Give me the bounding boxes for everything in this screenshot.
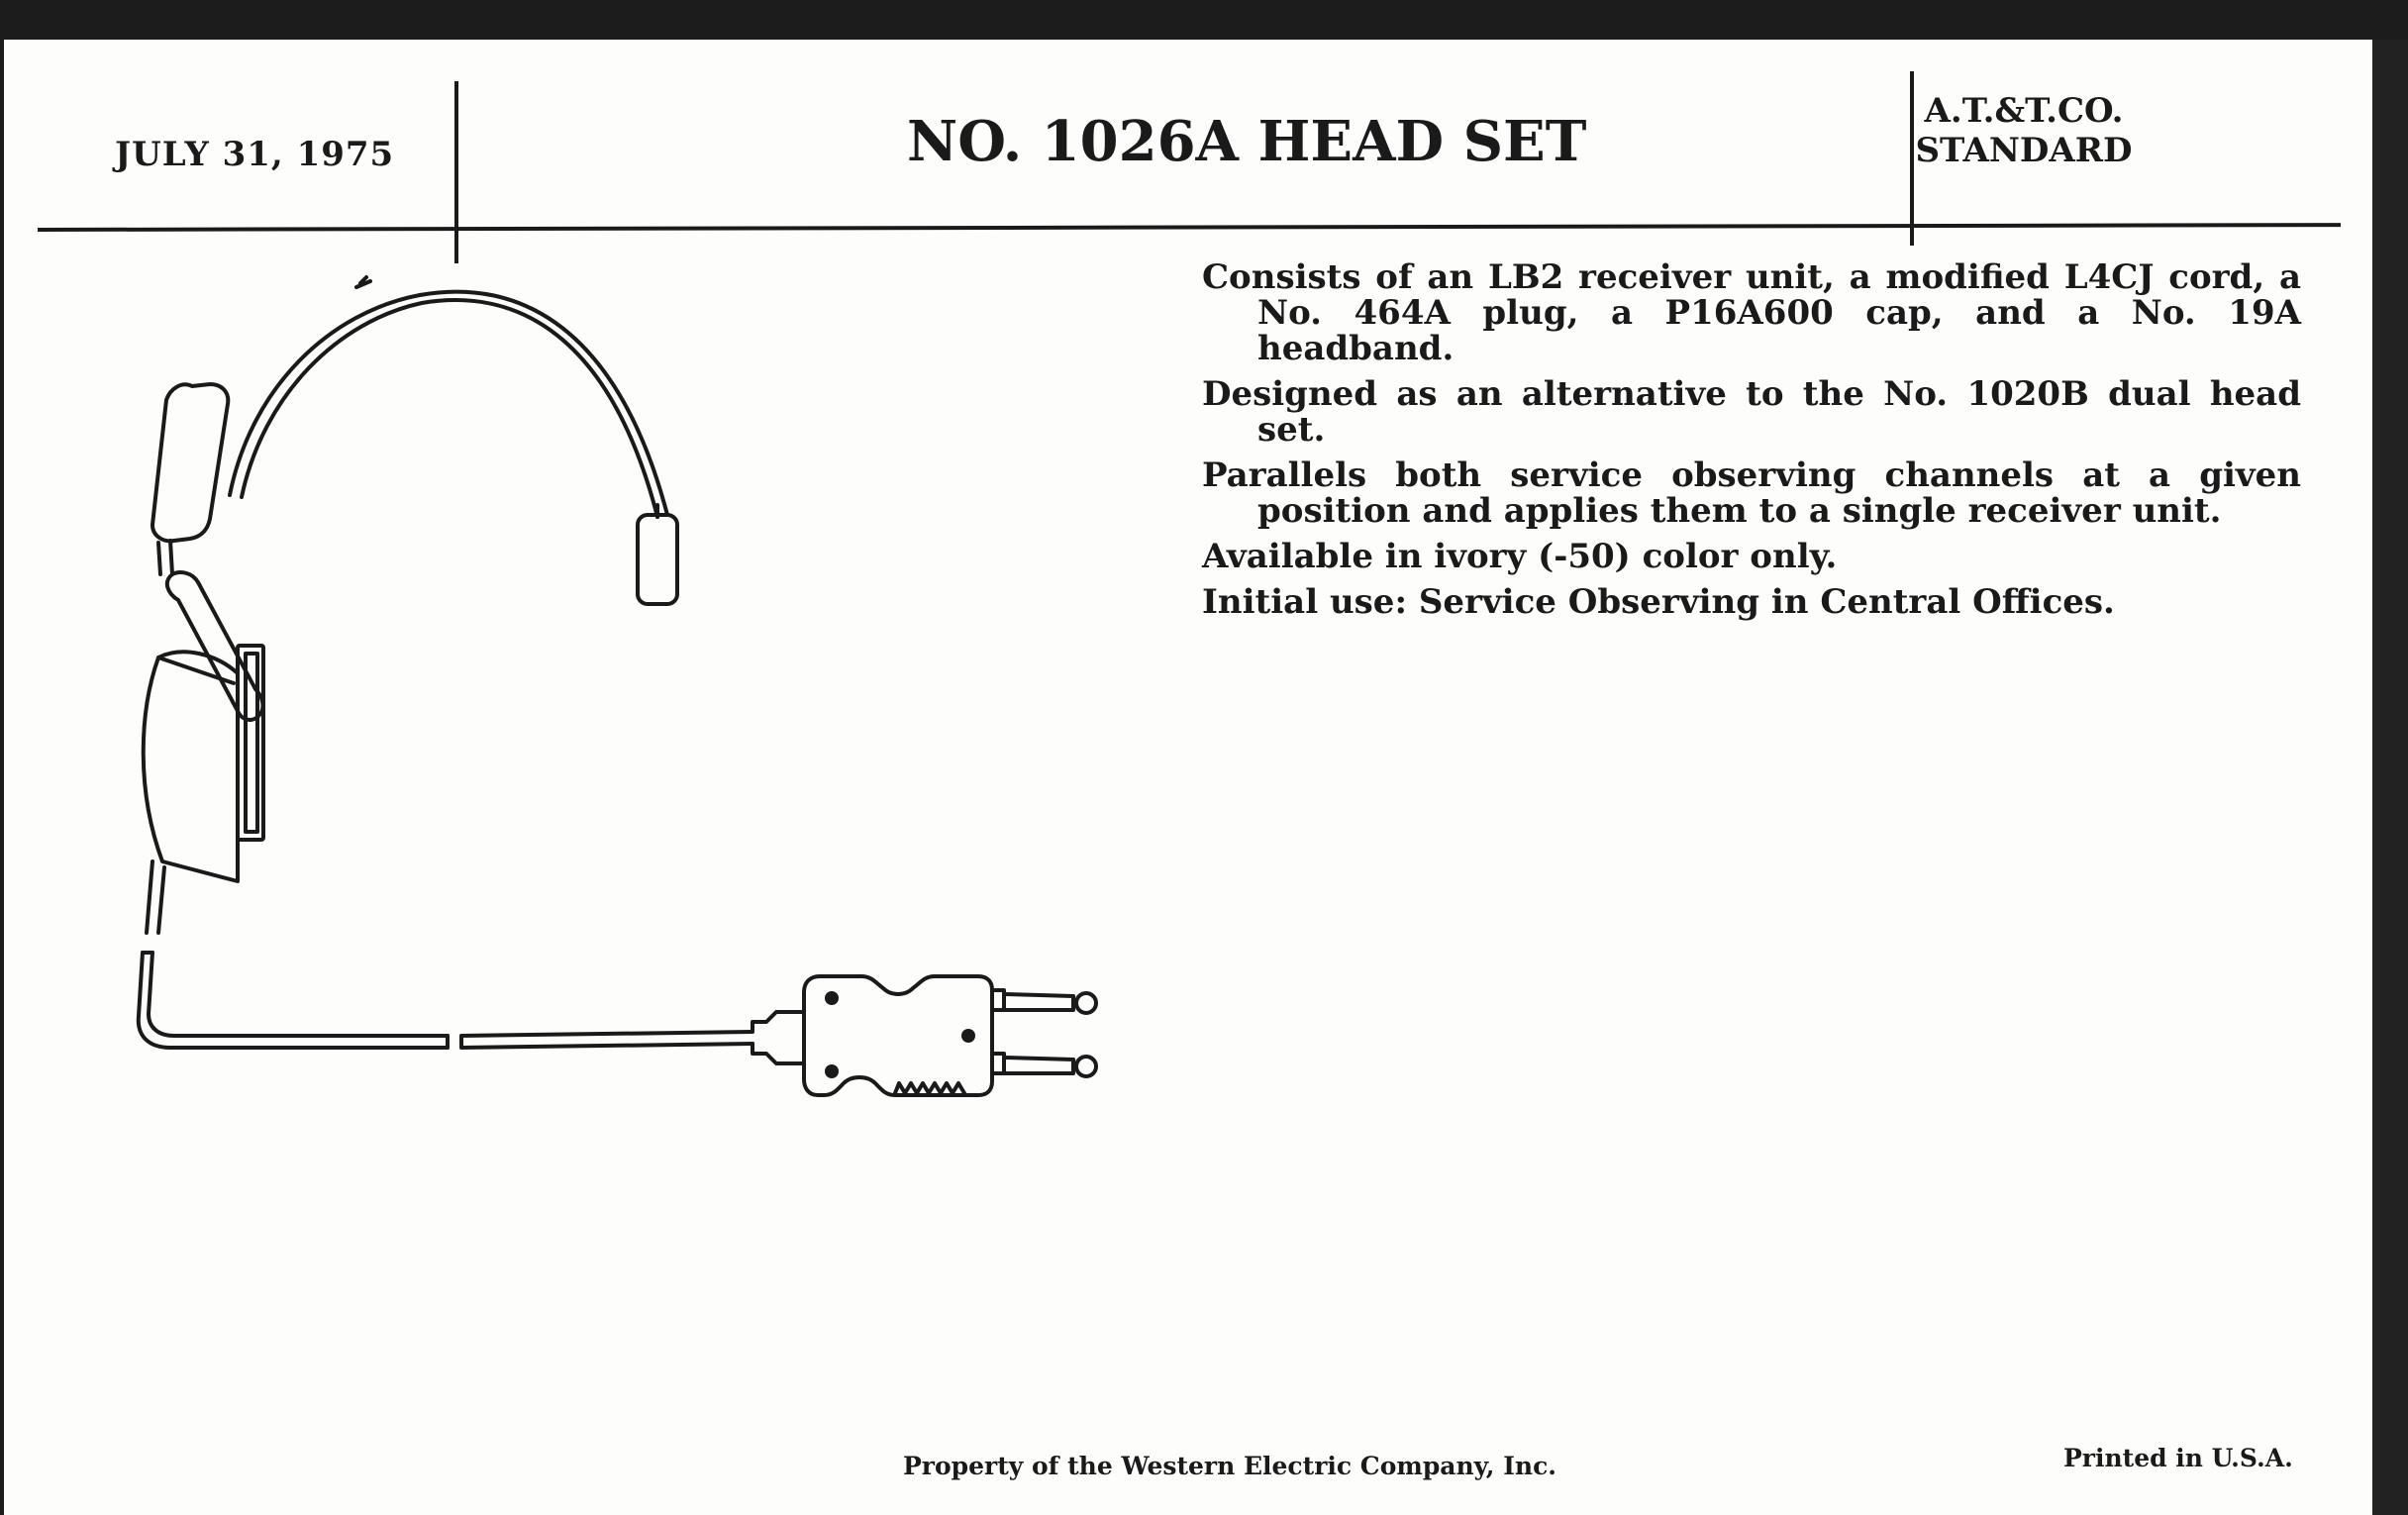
receiver-cap — [238, 646, 263, 840]
issue-date: JULY 31, 1975 — [115, 135, 395, 174]
cord-bend — [139, 953, 448, 1048]
prong-tip-top — [1076, 993, 1096, 1013]
headband-clip — [638, 515, 677, 604]
description-item: Available in ivory (-50) color only. — [1202, 537, 1838, 576]
footer-printed: Printed in U.S.A. — [2063, 1444, 2293, 1472]
cord-top — [147, 861, 164, 933]
description-item: Designed as an alternative to the No. 1020B dual head set. — [1202, 374, 2301, 450]
description-item: Consists of an LB2 receiver unit, a modified L4CJ cord, a No. 464A plug, a P16A600 cap, and a No. 19A headband. — [1202, 257, 2301, 368]
footer-property: Property of the Western Electric Company, Inc. — [903, 1452, 1557, 1480]
plug-prong-bottom — [992, 1054, 1073, 1073]
headband-pad — [152, 384, 228, 541]
headband — [230, 292, 667, 515]
page-title: NO. 1026A HEAD SET — [907, 109, 1587, 174]
description-item: Parallels both service observing channels at a given position and applies them to a single receiver unit. — [1202, 455, 2301, 531]
cord-straight — [448, 1032, 752, 1048]
strain-relief — [752, 1012, 804, 1063]
hanger-arm-2 — [158, 543, 160, 574]
hanger-arm — [170, 541, 172, 574]
scan-edge — [2372, 40, 2408, 1515]
headband-end — [356, 277, 370, 287]
standard-line-1: A.T.&T.CO. — [1924, 91, 2124, 131]
standard-line-2: STANDARD — [1915, 131, 2133, 170]
headset-illustration — [4, 40, 2372, 1515]
headband-inner — [242, 300, 657, 517]
spec-card — [4, 40, 2372, 1515]
plug-grip — [895, 1083, 964, 1093]
prong-tip-bottom — [1076, 1057, 1096, 1076]
description-item: Initial use: Service Observing in Central Offices. — [1202, 582, 2115, 622]
